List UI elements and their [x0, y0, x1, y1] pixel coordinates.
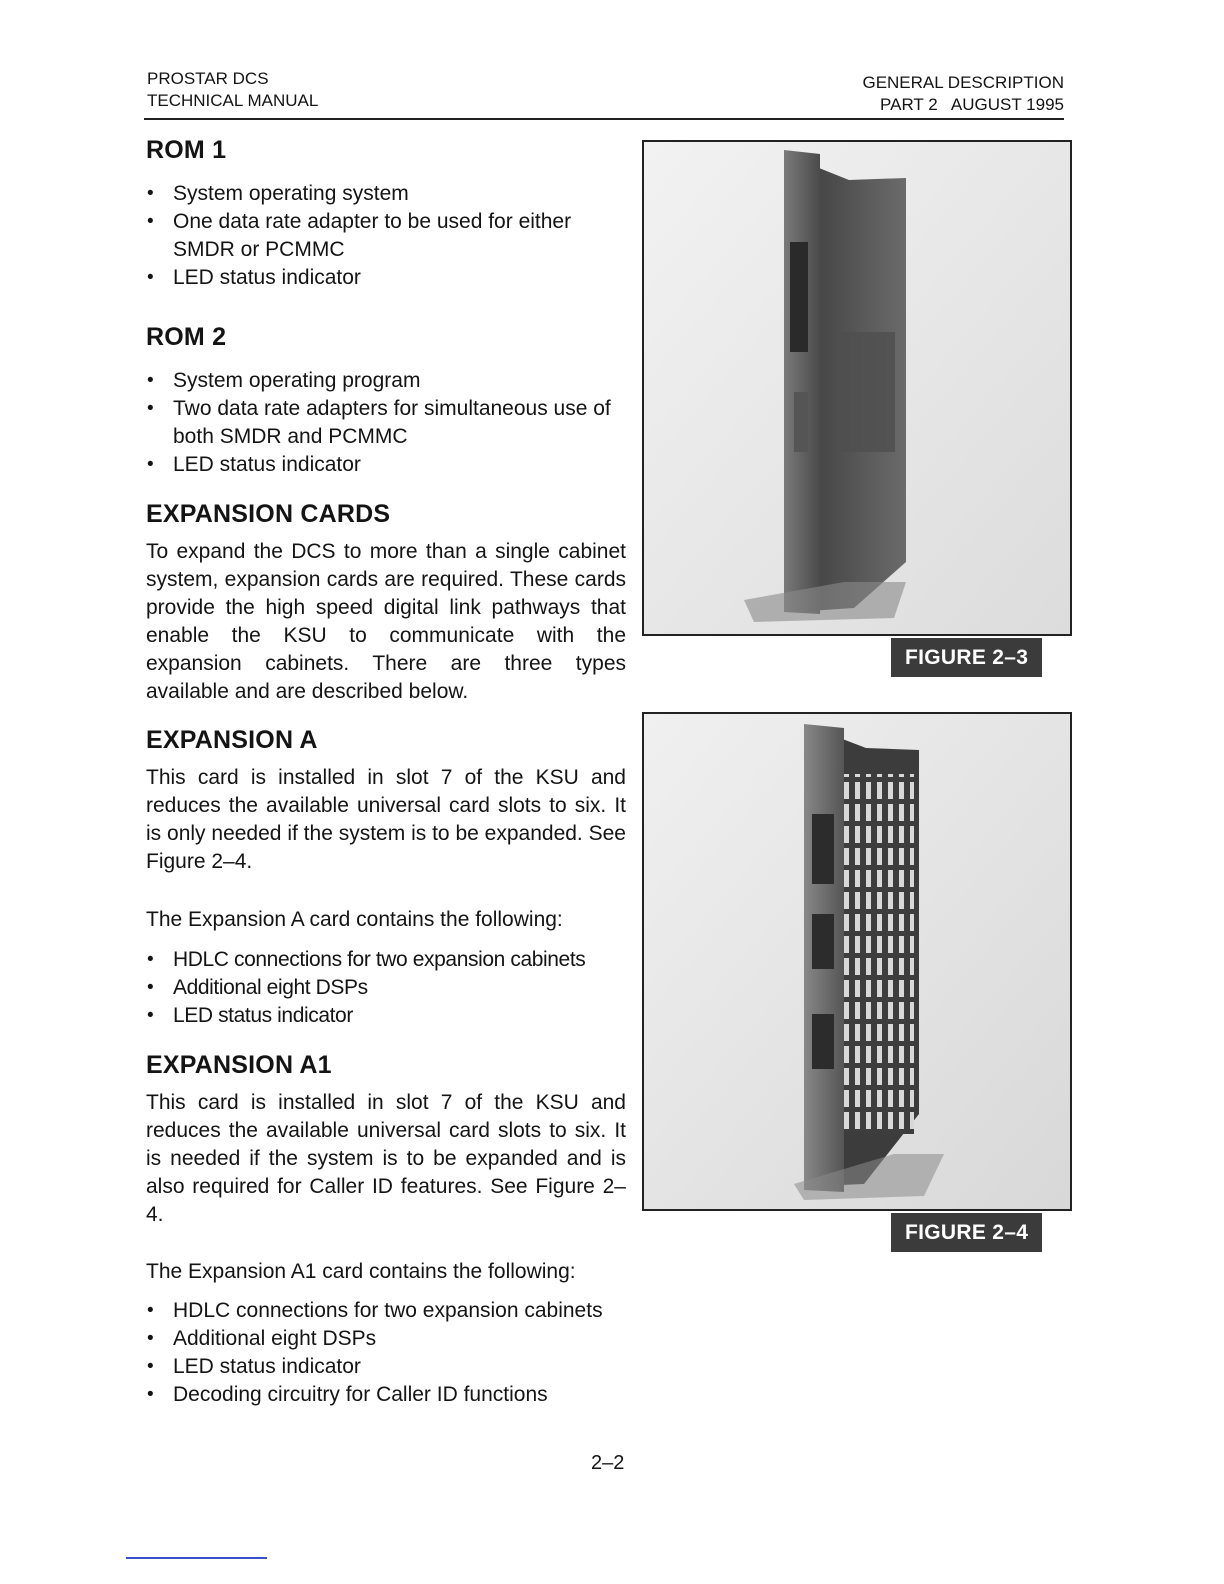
header-divider [144, 118, 1064, 120]
list-item: • System operating program [146, 367, 636, 395]
header-product: PROSTAR DCS [147, 69, 269, 88]
list-item: • LED status indicator [146, 451, 636, 479]
header-part-date: PART 2 AUGUST 1995 [880, 95, 1064, 114]
list-item: • HDLC connections for two expansion cabinets [146, 946, 646, 974]
expansion-a1-list [146, 1297, 686, 1409]
expansion-card-illustration [644, 714, 1070, 1209]
figure-2-3-label: FIGURE 2–3 [891, 638, 1042, 677]
expansion-cards-heading: EXPANSION CARDS [146, 500, 391, 528]
figure-2-4-photo [642, 712, 1072, 1211]
circuit-card-illustration [644, 142, 1070, 634]
list-item: • HDLC connections for two expansion cabinets [146, 1297, 686, 1325]
rom2-list [146, 367, 636, 479]
running-header-right [862, 72, 1064, 116]
expansion-cards-paragraph: To expand the DCS to more than a single cabinet system, expansion cards are required. These cards provide the high speed digital link pathways that enable the KSU to communicate with the expansion cabinets. There are three types available and are described below. [146, 540, 626, 703]
list-item: • LED status indicator [146, 1353, 686, 1381]
list-item: • Decoding circuitry for Caller ID functions [146, 1381, 686, 1409]
rom1-heading: ROM 1 [146, 136, 227, 164]
rom1-list [146, 180, 636, 292]
expansion-a-list [146, 946, 646, 1030]
list-item: • One data rate adapter to be used for either SMDR or PCMMC [146, 208, 636, 264]
page-number: 2–2 [591, 1452, 625, 1474]
list-item: • Additional eight DSPs [146, 974, 646, 1002]
header-manual: TECHNICAL MANUAL [147, 91, 319, 110]
list-item: • Additional eight DSPs [146, 1325, 686, 1353]
expansion-a1-intro: The Expansion A1 card contains the following: [146, 1260, 576, 1283]
header-section: GENERAL DESCRIPTION [862, 73, 1064, 92]
figure-2-3-photo [642, 140, 1072, 636]
list-item: • LED status indicator [146, 1002, 646, 1030]
list-item: • Two data rate adapters for simultaneous use of both SMDR and PCMMC [146, 395, 636, 451]
footer-link-underline [126, 1557, 267, 1559]
expansion-a-paragraph: This card is installed in slot 7 of the KSU and reduces the available universal card slots to six. It is only needed if the system is to be expanded. See Figure 2–4. [146, 766, 626, 873]
expansion-a-heading: EXPANSION A [146, 726, 318, 754]
running-header-left [147, 68, 318, 112]
rom2-heading: ROM 2 [146, 323, 227, 351]
expansion-a1-paragraph: This card is installed in slot 7 of the KSU and reduces the available universal card slots to six. It is needed if the system is to be expanded and is also required for Caller ID features. See Figure 2–4. [146, 1091, 626, 1226]
list-item: • System operating system [146, 180, 636, 208]
list-item: • LED status indicator [146, 264, 636, 292]
expansion-a-intro: The Expansion A card contains the following: [146, 908, 563, 931]
expansion-a1-heading: EXPANSION A1 [146, 1051, 332, 1079]
figure-2-4-label: FIGURE 2–4 [891, 1213, 1042, 1252]
